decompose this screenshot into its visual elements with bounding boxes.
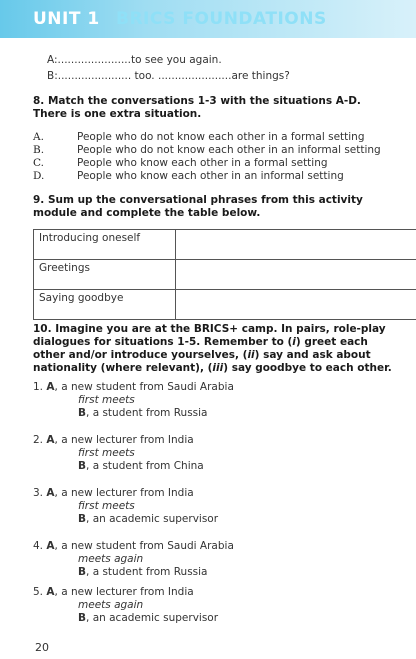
table-row: [34, 290, 416, 320]
person-a-label: A: [46, 434, 55, 446]
relation-text: first meets: [78, 500, 135, 512]
answer-cell[interactable]: [176, 290, 416, 320]
row-label: Introducing oneself: [34, 230, 176, 260]
heading-text: ) say goodbye to each other.: [223, 362, 392, 374]
person-a-label: A: [46, 487, 55, 499]
option-letter: C.: [33, 157, 44, 169]
table-row: [34, 260, 416, 290]
person-b-label: B: [78, 513, 87, 525]
unit-label: UNIT 1: [33, 9, 100, 29]
person-b-text: , an academic supervisor: [86, 513, 219, 525]
person-a-text: , a new student from Saudi Arabia: [54, 540, 234, 552]
roman-numeral: i: [292, 336, 296, 348]
person-a-label: A: [46, 381, 55, 393]
person-b-label: B: [78, 566, 87, 578]
task-8-heading: 8. Match the conversations 1-3 with the situations A-D. There is one extra situation.: [33, 95, 361, 120]
person-a-text: , a new lecturer from India: [54, 487, 194, 499]
unit-banner: [0, 0, 416, 38]
person-b-label: B: [78, 407, 87, 419]
heading-text: 10. Imagine you are at the BRICS+ camp. In pairs, role-play dialogues for situations 1-5. Remember to (: [33, 323, 386, 348]
situation-number: 5.: [33, 586, 44, 598]
situation-number: 1.: [33, 381, 44, 393]
option-text: People who do not know each other in a formal setting: [77, 131, 365, 143]
table-row: [34, 230, 416, 260]
situation-4: [33, 540, 234, 579]
option-text: People who do not know each other in an informal setting: [77, 144, 381, 156]
relation-text: first meets: [78, 447, 135, 459]
row-label: Saying goodbye: [34, 290, 176, 320]
dialogue-text: to see you again.: [130, 54, 222, 66]
blank: ......................: [57, 70, 132, 82]
dialogue-line-a: [47, 54, 222, 66]
speaker-b-label: B:: [47, 70, 58, 82]
situation-3: [33, 487, 218, 526]
blank: ......................: [57, 54, 131, 66]
person-b-line: [33, 407, 234, 420]
situation-5: [33, 586, 218, 625]
unit-title: BRICS FOUNDATIONS: [116, 9, 327, 29]
person-b-line: [33, 612, 218, 625]
person-a-text: , a new student from Saudi Arabia: [54, 381, 234, 393]
person-b-text: , a student from Russia: [86, 407, 208, 419]
person-b-text: , an academic supervisor: [86, 612, 219, 624]
situation-number: 4.: [33, 540, 44, 552]
person-b-label: B: [78, 612, 87, 624]
task-9-heading: 9. Sum up the conversational phrases from this activity module and complete the table below.: [33, 194, 363, 219]
blank: ......................: [158, 70, 232, 82]
dialogue-text: are things?: [231, 70, 290, 82]
row-label: Greetings: [34, 260, 176, 290]
task-10-heading: [33, 323, 398, 375]
situation-number: 3.: [33, 487, 44, 499]
roman-numeral: ii: [247, 349, 255, 361]
roman-numeral: iii: [212, 362, 224, 374]
person-a-text: , a new lecturer from India: [54, 586, 194, 598]
dialogue-line-b: [47, 70, 290, 82]
person-b-text: , a student from China: [86, 460, 204, 472]
heading-text: ) greet each other and/or introduce yourselves, (: [33, 336, 368, 361]
person-a-label: A: [46, 540, 55, 552]
situation-number: 2.: [33, 434, 44, 446]
option-text: People who know each other in an informal setting: [77, 170, 344, 182]
answer-cell[interactable]: [176, 260, 416, 290]
phrases-table: [33, 229, 416, 320]
dialogue-text: too.: [134, 70, 155, 82]
person-b-text: , a student from Russia: [86, 566, 208, 578]
option-letter: D.: [33, 170, 45, 182]
relation-text: meets again: [78, 599, 144, 611]
person-b-line: [33, 460, 204, 473]
person-a-label: A: [46, 586, 55, 598]
relation-text: meets again: [78, 553, 144, 565]
option-text: People who know each other in a formal setting: [77, 157, 328, 169]
relation-text: first meets: [78, 394, 135, 406]
situation-1: [33, 381, 234, 420]
option-letter: B.: [33, 144, 45, 156]
person-b-label: B: [78, 460, 87, 472]
situation-2: [33, 434, 204, 473]
person-b-line: [33, 513, 218, 526]
person-a-text: , a new lecturer from India: [54, 434, 194, 446]
heading-text: ) say and ask about nationality (where relevant), (: [33, 349, 371, 374]
speaker-a-label: A:: [47, 54, 58, 66]
page-number: 20: [35, 641, 49, 654]
answer-cell[interactable]: [176, 230, 416, 260]
option-letter: A.: [33, 131, 44, 143]
person-b-line: [33, 566, 234, 579]
